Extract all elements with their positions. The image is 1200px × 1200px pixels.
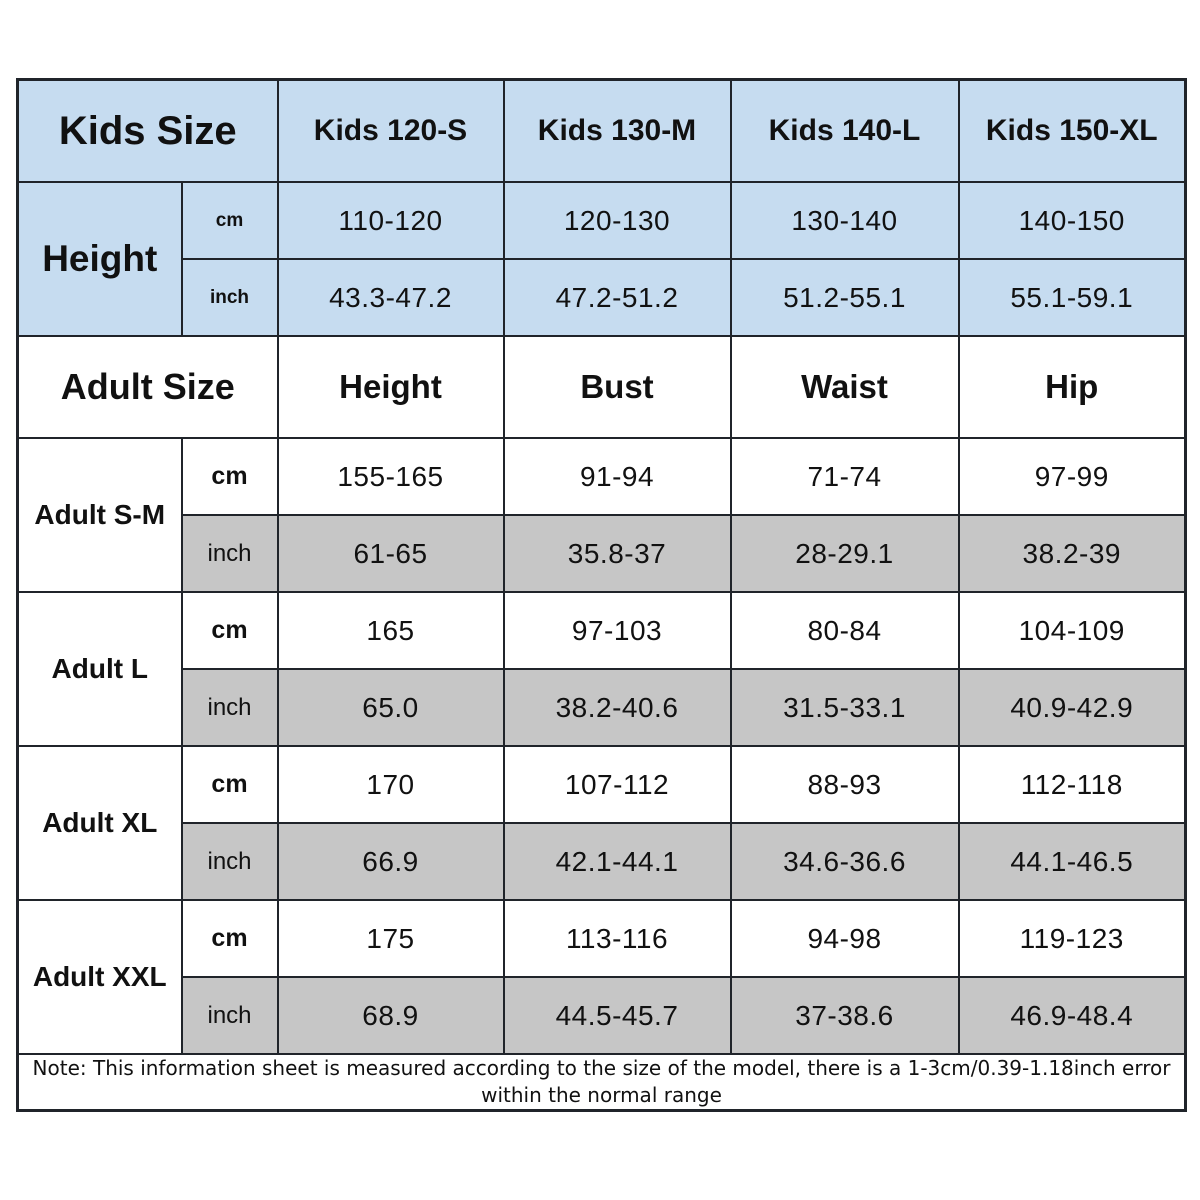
adult-inch-value: 68.9 bbox=[278, 977, 504, 1054]
adult-s-m-cm-row bbox=[18, 438, 1186, 515]
adult-cm-value: 97-103 bbox=[504, 592, 731, 669]
adult-cm-value: 175 bbox=[278, 900, 504, 977]
adult-xl-cm-row bbox=[18, 746, 1186, 823]
adult-row-label-l: Adult L bbox=[18, 592, 182, 746]
adult-inch-value: 38.2-39 bbox=[959, 515, 1186, 592]
adult-unit-label-inch: inch bbox=[182, 669, 278, 746]
adult-inch-value: 31.5-33.1 bbox=[731, 669, 959, 746]
adult-column-header-waist: Waist bbox=[731, 336, 959, 438]
adult-inch-value: 44.5-45.7 bbox=[504, 977, 731, 1054]
adult-unit-label-inch: inch bbox=[182, 515, 278, 592]
adult-row-label-xxl: Adult XXL bbox=[18, 900, 182, 1054]
adult-inch-value: 28-29.1 bbox=[731, 515, 959, 592]
adult-inch-value: 37-38.6 bbox=[731, 977, 959, 1054]
adult-cm-value: 155-165 bbox=[278, 438, 504, 515]
adult-cm-value: 104-109 bbox=[959, 592, 1186, 669]
adult-l-inch-row bbox=[18, 669, 1186, 746]
adult-inch-value: 38.2-40.6 bbox=[504, 669, 731, 746]
kids-height-cm-value: 140-150 bbox=[959, 182, 1186, 259]
adult-column-header-bust: Bust bbox=[504, 336, 731, 438]
kids-unit-label-cm: cm bbox=[182, 182, 278, 259]
kids-column-header-140-l: Kids 140-L bbox=[731, 80, 959, 183]
kids-height-inch-value: 43.3-47.2 bbox=[278, 259, 504, 336]
kids-height-inch-value: 55.1-59.1 bbox=[959, 259, 1186, 336]
size-chart-table bbox=[16, 78, 1187, 1112]
note-row bbox=[18, 1054, 1186, 1111]
kids-height-cm-value: 130-140 bbox=[731, 182, 959, 259]
adult-inch-value: 42.1-44.1 bbox=[504, 823, 731, 900]
kids-column-header-120-s: Kids 120-S bbox=[278, 80, 504, 183]
adult-l-cm-row bbox=[18, 592, 1186, 669]
adult-s-m-inch-row bbox=[18, 515, 1186, 592]
adult-cm-value: 80-84 bbox=[731, 592, 959, 669]
adult-cm-value: 165 bbox=[278, 592, 504, 669]
adult-inch-value: 65.0 bbox=[278, 669, 504, 746]
adult-unit-label-cm: cm bbox=[182, 438, 278, 515]
adult-xxl-cm-row bbox=[18, 900, 1186, 977]
kids-column-header-130-m: Kids 130-M bbox=[504, 80, 731, 183]
adult-column-header-hip: Hip bbox=[959, 336, 1186, 438]
adult-cm-value: 94-98 bbox=[731, 900, 959, 977]
adult-cm-value: 112-118 bbox=[959, 746, 1186, 823]
adult-cm-value: 170 bbox=[278, 746, 504, 823]
adult-row-label-xl: Adult XL bbox=[18, 746, 182, 900]
adult-cm-value: 97-99 bbox=[959, 438, 1186, 515]
adult-inch-value: 34.6-36.6 bbox=[731, 823, 959, 900]
adult-cm-value: 71-74 bbox=[731, 438, 959, 515]
adult-inch-value: 61-65 bbox=[278, 515, 504, 592]
kids-unit-label-inch: inch bbox=[182, 259, 278, 336]
kids-height-inch-value: 47.2-51.2 bbox=[504, 259, 731, 336]
note-line-1: Note: This information sheet is measured according to the size of the model, there is a 1-3cm/0.39-1.18inch error bbox=[32, 1056, 1171, 1080]
kids-height-cm-value: 120-130 bbox=[504, 182, 731, 259]
adult-row-label-s-m: Adult S-M bbox=[18, 438, 182, 592]
adult-cm-value: 91-94 bbox=[504, 438, 731, 515]
adult-inch-value: 66.9 bbox=[278, 823, 504, 900]
adult-inch-value: 44.1-46.5 bbox=[959, 823, 1186, 900]
kids-header-row bbox=[18, 80, 1186, 183]
kids-height-inch-value: 51.2-55.1 bbox=[731, 259, 959, 336]
kids-column-header-150-xl: Kids 150-XL bbox=[959, 80, 1186, 183]
adult-cm-value: 113-116 bbox=[504, 900, 731, 977]
kids-size-header: Kids Size bbox=[18, 80, 278, 183]
adult-cm-value: 88-93 bbox=[731, 746, 959, 823]
adult-column-header-height: Height bbox=[278, 336, 504, 438]
adult-xxl-inch-row bbox=[18, 977, 1186, 1054]
note-text bbox=[18, 1054, 1186, 1111]
adult-inch-value: 46.9-48.4 bbox=[959, 977, 1186, 1054]
adult-cm-value: 119-123 bbox=[959, 900, 1186, 977]
adult-unit-label-cm: cm bbox=[182, 900, 278, 977]
adult-xl-inch-row bbox=[18, 823, 1186, 900]
note-line-2: within the normal range bbox=[481, 1083, 722, 1107]
adult-inch-value: 40.9-42.9 bbox=[959, 669, 1186, 746]
kids-height-cm-value: 110-120 bbox=[278, 182, 504, 259]
kids-height-inch-row bbox=[18, 259, 1186, 336]
adult-unit-label-inch: inch bbox=[182, 823, 278, 900]
adult-unit-label-cm: cm bbox=[182, 592, 278, 669]
adult-unit-label-inch: inch bbox=[182, 977, 278, 1054]
kids-height-row-label: Height bbox=[18, 182, 182, 336]
adult-inch-value: 35.8-37 bbox=[504, 515, 731, 592]
adult-cm-value: 107-112 bbox=[504, 746, 731, 823]
adult-size-header: Adult Size bbox=[18, 336, 278, 438]
adult-header-row bbox=[18, 336, 1186, 438]
adult-unit-label-cm: cm bbox=[182, 746, 278, 823]
kids-height-cm-row bbox=[18, 182, 1186, 259]
